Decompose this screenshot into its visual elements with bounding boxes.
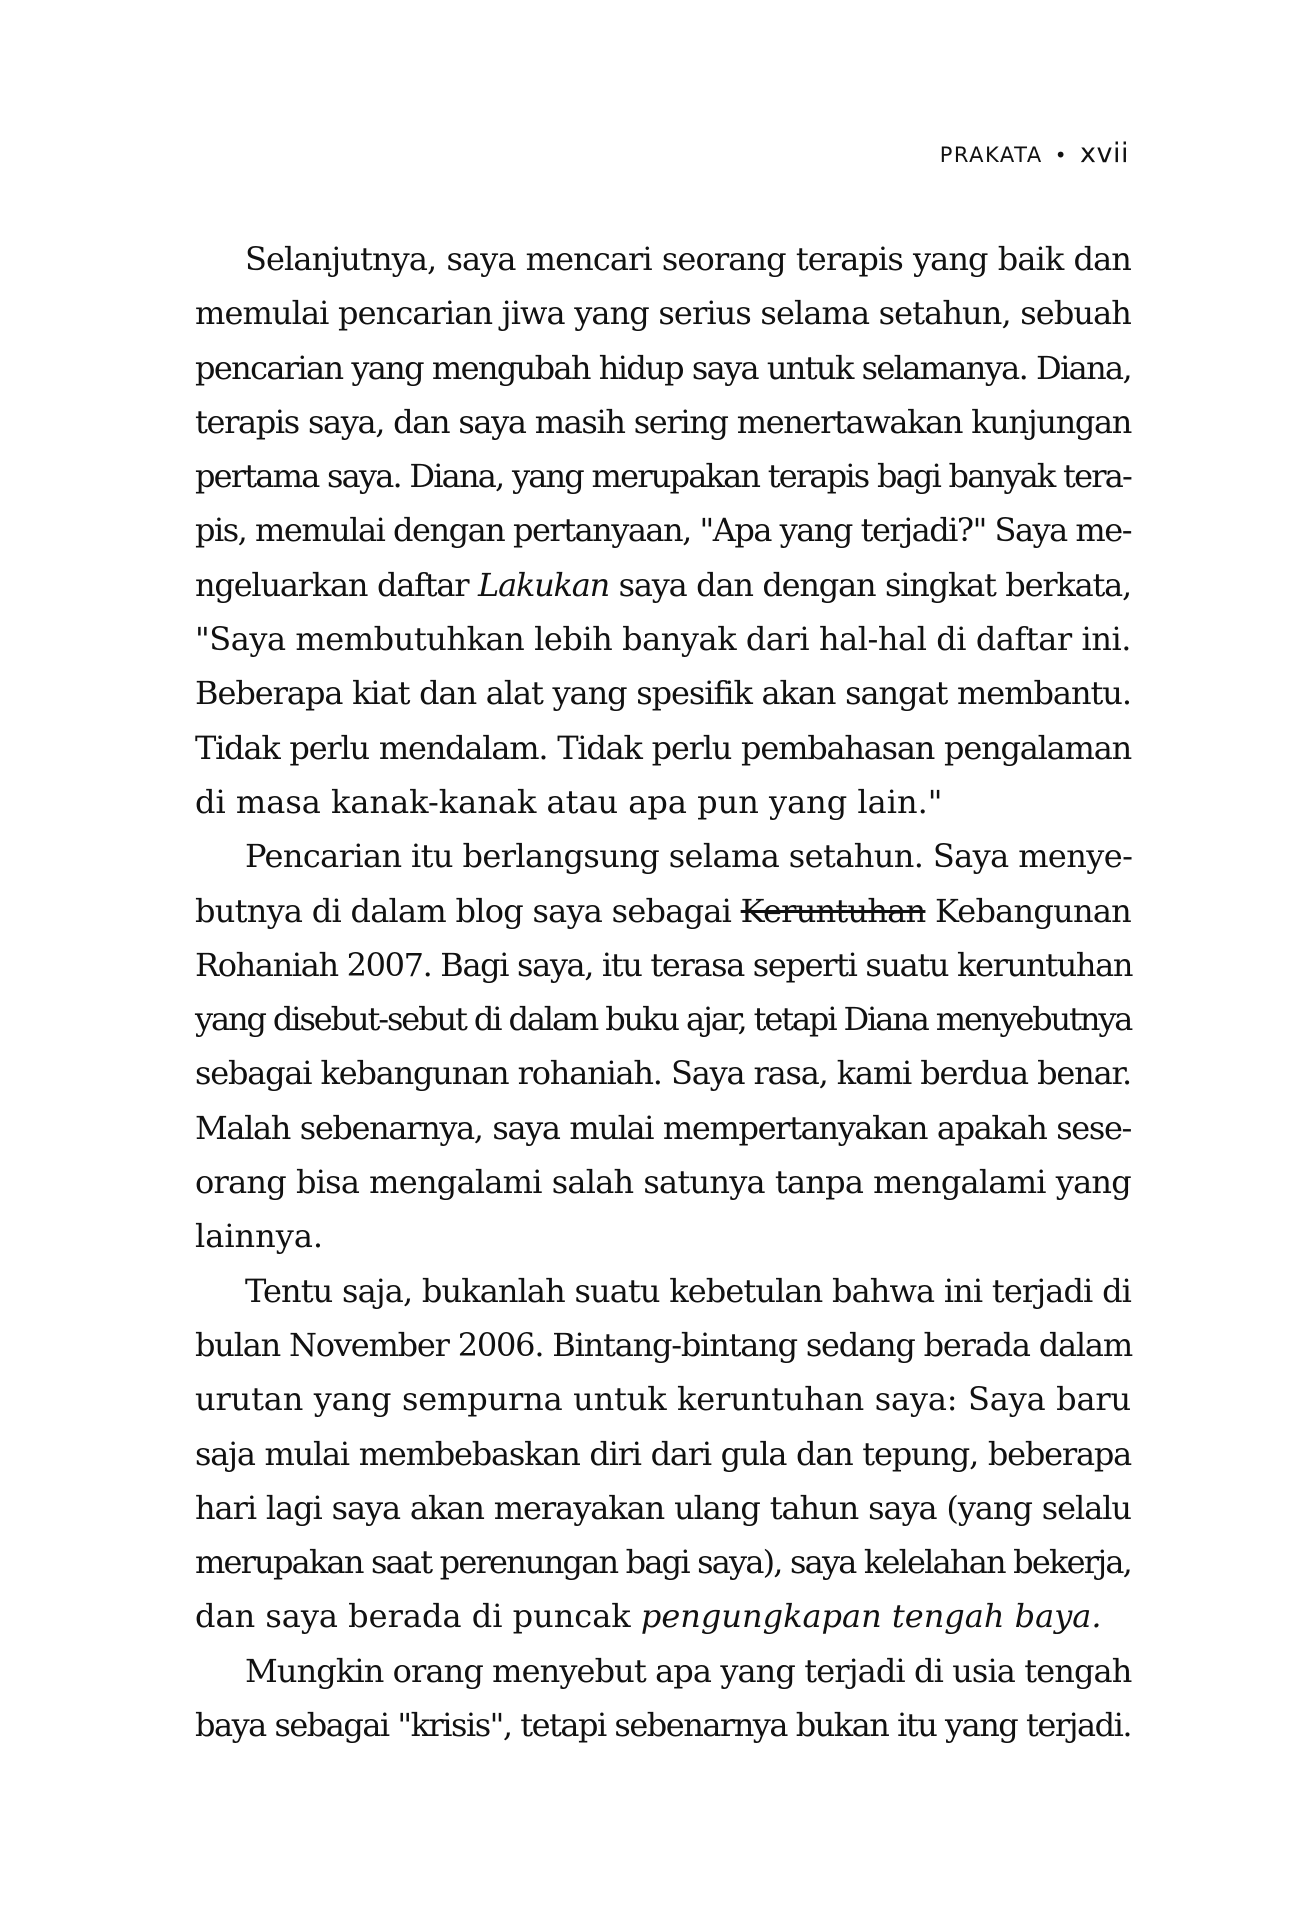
text-line: merupakan saat perenungan bagi saya), saya kelelahan bekerja, <box>195 1543 1131 1582</box>
text-line <box>195 1589 1131 1643</box>
text-run: saya dan dengan singkat berkata, <box>609 565 1131 604</box>
struck-word: Keruntuhan <box>740 891 926 930</box>
text-line: Beberapa kiat dan alat yang spesifik akan sangat membantu. <box>195 674 1131 713</box>
text-line: Tidak perlu mendalam. Tidak perlu pembahasan pengalaman <box>195 728 1131 767</box>
text-line <box>195 558 1131 612</box>
text-line: memulai pencarian jiwa yang serius selama setahun, sebuah <box>195 294 1131 333</box>
text-run: ngeluarkan daftar <box>195 565 479 604</box>
text-line <box>195 884 1131 938</box>
section-title: PRAKATA <box>939 143 1043 167</box>
text-line: di masa kanak-kanak atau apa pun yang lain." <box>195 782 943 821</box>
text-line: baya sebagai "krisis", tetapi sebenarnya bukan itu yang terjadi. <box>195 1706 1131 1745</box>
text-line: urutan yang sempurna untuk keruntuhan saya: Saya baru <box>195 1380 1131 1419</box>
text-line: sebagai kebangunan rohaniah. Saya rasa, kami berdua benar. <box>195 1054 1131 1093</box>
text-line: yang disebut-sebut di dalam buku ajar, tetapi Diana menyebutnya <box>195 1000 1132 1039</box>
text-line: terapis saya, dan saya masih sering menertawakan kunjungan <box>195 402 1131 441</box>
running-head <box>940 138 1129 169</box>
text-line: hari lagi saya akan merayakan ulang tahun saya (yang selalu <box>195 1488 1131 1527</box>
text-line: Rohaniah 2007. Bagi saya, itu terasa seperti suatu keruntuhan <box>195 945 1133 984</box>
text-line: orang bisa mengalami salah satunya tanpa mengalami yang <box>195 1163 1131 1202</box>
text-line: bulan November 2006. Bintang-bintang sedang berada dalam <box>195 1325 1132 1364</box>
italic-term: Lakukan <box>478 565 610 604</box>
paragraph <box>195 1264 1131 1644</box>
text-line: pis, memulai dengan pertanyaan, "Apa yang terjadi?" Saya me- <box>195 511 1131 550</box>
text-line: "Saya membutuhkan lebih banyak dari hal-hal di daftar ini. <box>195 620 1131 659</box>
paragraph <box>195 1644 1131 1753</box>
text-run: dan saya berada di puncak <box>195 1597 641 1636</box>
text-line: Tentu saja, bukanlah suatu kebetulan bahwa ini terjadi di <box>245 1271 1131 1310</box>
text-line: Mungkin orang menyebut apa yang terjadi di usia tengah <box>245 1651 1132 1690</box>
page-number: xvii <box>1080 138 1129 169</box>
paragraph <box>195 232 1131 829</box>
text-line: Pencarian itu berlangsung selama setahun. Saya menye- <box>245 837 1133 876</box>
text-line: pencarian yang mengubah hidup saya untuk selamanya. Diana, <box>195 348 1131 387</box>
italic-term: pengungkapan tengah baya. <box>640 1597 1102 1636</box>
text-run: Kebangunan <box>925 891 1132 930</box>
text-line: pertama saya. Diana, yang merupakan terapis bagi banyak tera- <box>195 457 1131 496</box>
text-line: saja mulai membebaskan diri dari gula dan tepung, beberapa <box>195 1434 1131 1473</box>
paragraph <box>195 829 1131 1263</box>
body-text <box>195 232 1131 1752</box>
text-line: Selanjutnya, saya mencari seorang terapis yang baik dan <box>245 240 1131 278</box>
text-run: butnya di dalam blog saya sebagai <box>195 891 741 930</box>
text-line: Malah sebenarnya, saya mulai mempertanyakan apakah sese- <box>195 1108 1131 1147</box>
text-line: lainnya. <box>195 1217 324 1256</box>
bullet-separator: • <box>1054 143 1069 167</box>
